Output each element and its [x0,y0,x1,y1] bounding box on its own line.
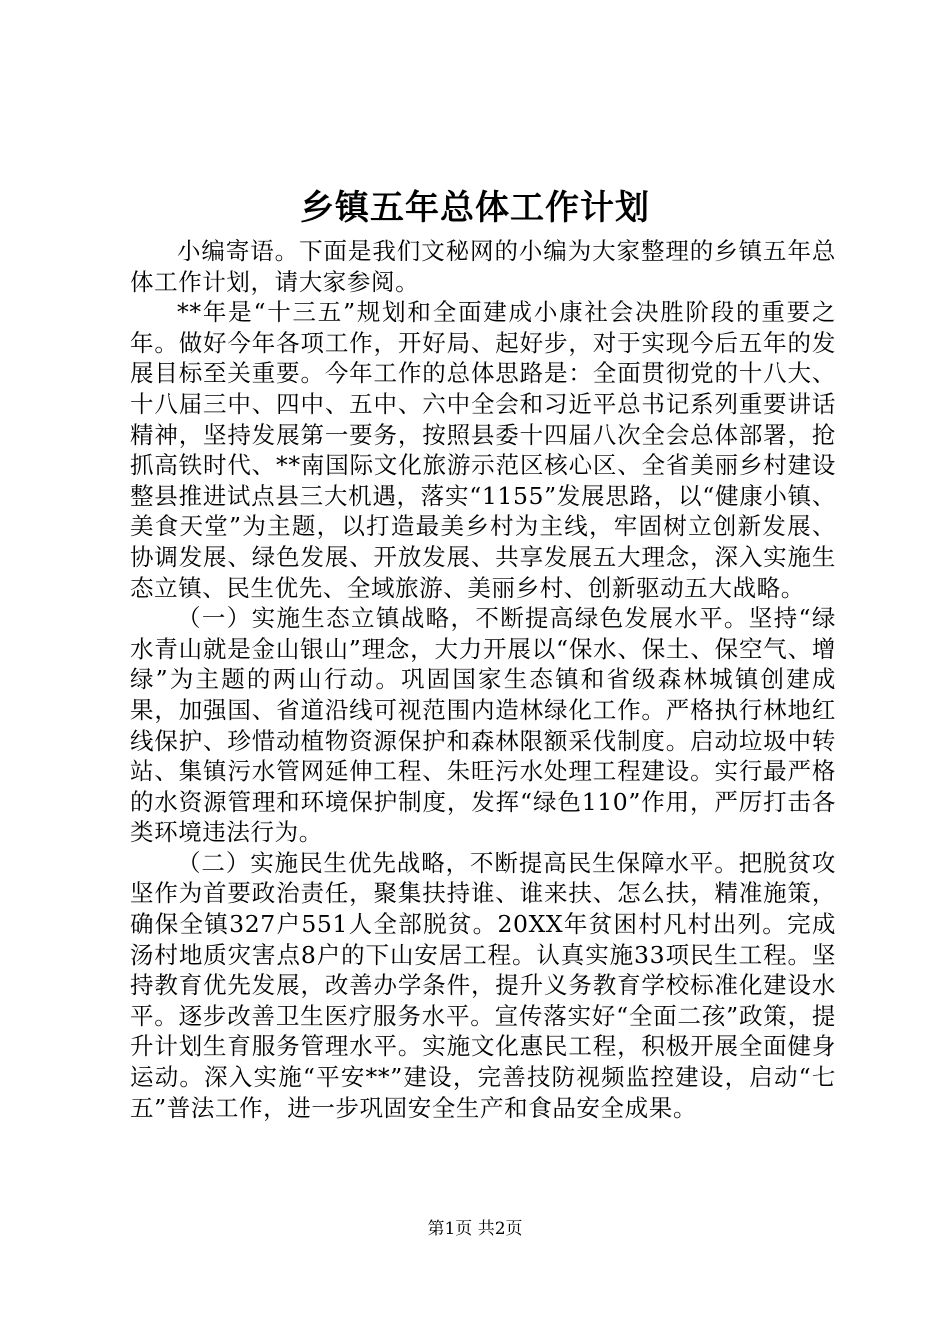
ecology-strategy-paragraph: （一）实施生态立镇战略，不断提高绿色发展水平。坚持“绿水青山就是金山银山”理念，大力开展以“保水、保土、保空气、增绿”为主题的两山行动。巩固国家生态镇和省级森林城镇创建成果，加强国、省道沿线可视范围内造林绿化工作。严格执行林地红线保护、珍惜动植物资源保护和森林限额采伐制度。启动垃圾中转站、集镇污水管网延伸工程、朱旺污水处理工程建设。实行最严格的水资源管理和环境保护制度，发挥“绿色110”作用，严厉打击各类环境违法行为。 [130,604,836,847]
document-title: 乡镇五年总体工作计划 [300,188,650,228]
document-body [130,236,836,1123]
livelihood-strategy-paragraph: （二）实施民生优先战略，不断提高民生保障水平。把脱贫攻坚作为首要政治责任，聚集扶持谁、谁来扶、怎么扶，精准施策，确保全镇327户551人全部脱贫。20XX年贫困村凡村出列。完成汤村地质灾害点8户的下山安居工程。认真实施33项民生工程。坚持教育优先发展，改善办学条件，提升义务教育学校标准化建设水平。逐步改善卫生医疗服务水平。宣传落实好“全面二孩”政策，提升计划生育服务管理水平。实施文化惠民工程，积极开展全面健身运动。深入实施“平安**”建设，完善技防视频监控建设，启动“七五”普法工作，进一步巩固安全生产和食品安全成果。 [130,848,836,1122]
page-number-footer: 第1页 共2页 [427,1219,523,1239]
overview-paragraph: **年是“十三五”规划和全面建成小康社会决胜阶段的重要之年。做好今年各项工作，开好局、起好步，对于实现今后五年的发展目标至关重要。今年工作的总体思路是：全面贯彻党的十八大、十八届三中、四中、五中、六中全会和习近平总书记系列重要讲话精神，坚持发展第一要务，按照县委十四届八次全会总体部署，抢抓高铁时代、**南国际文化旅游示范区核心区、全省美丽乡村建设整县推进试点县三大机遇，落实“1155”发展思路，以“健康小镇、美食天堂”为主题，以打造最美乡村为主线，牢固树立创新发展、协调发展、绿色发展、开放发展、共享发展五大理念，深入实施生态立镇、民生优先、全域旅游、美丽乡村、创新驱动五大战略。 [130,298,836,602]
intro-paragraph: 小编寄语。下面是我们文秘网的小编为大家整理的乡镇五年总体工作计划，请大家参阅。 [130,237,836,296]
